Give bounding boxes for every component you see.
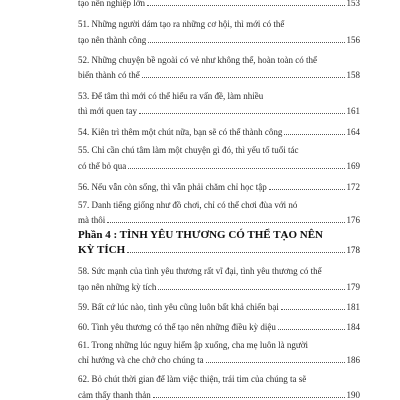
page-number: 176 [346, 215, 360, 225]
toc-entry-line: tạo nên nghiệp lớn 153 [78, 0, 360, 8]
page-number: 161 [346, 106, 360, 116]
part-heading: Phần 4 : TÌNH YÊU THƯƠNG CÓ THỂ TẠO NÊN [78, 229, 324, 241]
leader-dots [142, 77, 345, 78]
leader-dots [139, 113, 344, 114]
toc-entry-line: thì mới quen tay 161 [78, 106, 360, 116]
toc-entry-line: biến thành có thể 158 [78, 70, 360, 80]
page-number: 164 [346, 127, 360, 137]
toc-entry-line: 57. Danh tiếng giống như đồ chơi, chỉ có thể chơi đùa với nó [78, 200, 298, 210]
page-number: 186 [346, 355, 360, 365]
leader-dots [281, 309, 345, 310]
page-number: 190 [346, 390, 360, 400]
toc-entry-line: cảm thấy thanh thản 190 [78, 390, 360, 400]
toc-entry-line: 52. Những chuyện bề ngoài có vẻ như không thể, hoàn toàn có thể [78, 55, 317, 65]
page-number: 153 [346, 0, 360, 8]
page-number: 156 [346, 35, 360, 45]
leader-dots [278, 329, 345, 330]
leader-dots [284, 134, 344, 135]
leader-dots [148, 42, 344, 43]
toc-entry-line: 53. Để tâm thì mới có thể hiểu ra vấn đề, làm nhiều [78, 91, 264, 101]
leader-dots [206, 362, 345, 363]
page-number: 172 [346, 182, 360, 192]
leader-dots [158, 289, 344, 290]
toc-entry-line: 62. Bỏ chút thời gian để làm việc thiện, trái tim của chúng ta sẽ [78, 374, 307, 384]
page-number: 181 [346, 302, 360, 312]
leader-dots [107, 222, 344, 223]
toc-entry-line: 59. Bất cứ lúc nào, tình yêu cũng luôn bất khả chiến bại 181 [78, 302, 360, 312]
toc-entry-line: mà thôi 176 [78, 215, 360, 225]
page-number: 169 [346, 161, 360, 171]
page-number: 179 [346, 282, 360, 292]
leader-dots [269, 189, 345, 190]
toc-entry-line: 61. Trong những lúc nguy hiểm ập xuống, cha mẹ luôn là người [78, 340, 308, 350]
toc-entry-line: chỉ hướng và che chở cho chúng ta 186 [78, 355, 360, 365]
page-number: 178 [346, 245, 360, 255]
leader-dots [147, 5, 345, 6]
toc-entry-line: 56. Nếu vẫn còn sống, thì vẫn phải chăm chỉ học tập 172 [78, 182, 360, 192]
toc-entry-line: tạo nên thành công 156 [78, 35, 360, 45]
page-number: 184 [346, 322, 360, 332]
toc-entry-line: 55. Chỉ cần chú tâm làm một chuyện gì đó, thì yếu tố tuổi tác [78, 145, 299, 155]
part-heading: KỲ TÍCH 178 [78, 244, 360, 256]
toc-entry-line: 58. Sức mạnh của tình yêu thương rất vĩ đại, tình yêu thương có thể [78, 266, 322, 276]
toc-entry-line: 60. Tình yêu thương có thể tạo nên những điều kỳ diệu 184 [78, 322, 360, 332]
leader-dots [128, 168, 344, 169]
toc-entry-line: tạo nên những kỳ tích 179 [78, 282, 360, 292]
toc-entry-line: có thể bỏ qua 169 [78, 161, 360, 171]
toc-entry-line: 51. Những người dám tạo ra những cơ hội, thì mới có thể [78, 19, 285, 29]
leader-dots [153, 397, 345, 398]
page-number: 158 [346, 70, 360, 80]
toc-entry-line: 54. Kiên trì thêm một chút nữa, bạn sẽ có thể thành công 164 [78, 127, 360, 137]
leader-dots [127, 252, 344, 253]
